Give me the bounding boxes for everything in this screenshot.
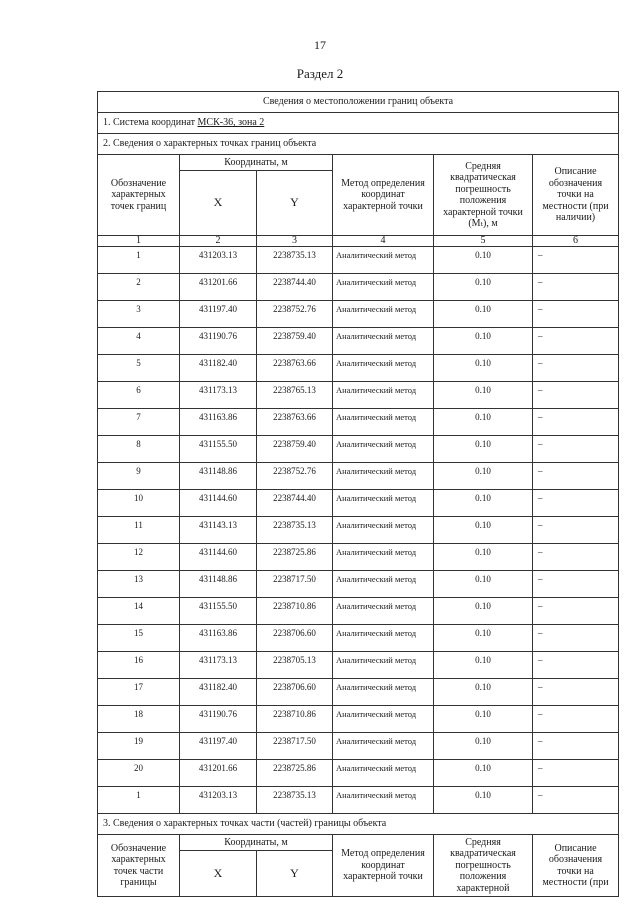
cell-accuracy: 0.10 [434,625,533,652]
cell-description: – [533,544,619,571]
column-number: 4 [333,236,434,247]
cell-x: 431148.86 [180,463,257,490]
table-row [98,787,619,814]
cell-point-number: 14 [98,598,180,625]
header-coords: Координаты, м [180,155,333,171]
cell-description: – [533,409,619,436]
header-description: Описание обозначения точки на местности (при наличии) [533,155,619,236]
cell-description: – [533,625,619,652]
cell-description: – [533,652,619,679]
coord-system-value: МСК-36, зона 2 [197,117,265,129]
cell-y: 2238752.76 [257,301,333,328]
cell-x: 431155.50 [180,436,257,463]
cell-point-number: 16 [98,652,180,679]
cell-accuracy: 0.10 [434,733,533,760]
cell-description: – [533,463,619,490]
cell-point-number: 5 [98,355,180,382]
cell-accuracy: 0.10 [434,463,533,490]
cell-description: – [533,328,619,355]
cell-point-number: 13 [98,571,180,598]
cell-accuracy: 0.10 [434,328,533,355]
cell-x: 431190.76 [180,706,257,733]
cell-description: – [533,436,619,463]
cell-y: 2238763.66 [257,409,333,436]
cell-point-number: 2 [98,274,180,301]
cell-x: 431148.86 [180,571,257,598]
table-row [98,355,619,382]
section-title: Раздел 2 [296,66,344,81]
header3-y: Y [257,851,333,897]
cell-description: – [533,274,619,301]
header3-method: Метод определения координат характерной точки [333,835,434,897]
cell-point-number: 3 [98,301,180,328]
cell-method: Аналитический метод [333,598,434,625]
header-accuracy: Средняя квадратическая погрешность положения характерной точки (Mₜ), м [434,155,533,236]
cell-method: Аналитический метод [333,652,434,679]
table-row [98,301,619,328]
cell-y: 2238752.76 [257,463,333,490]
cell-method: Аналитический метод [333,733,434,760]
column-numbers-row [98,236,619,247]
cell-point-number: 12 [98,544,180,571]
table-row [98,706,619,733]
cell-x: 431182.40 [180,679,257,706]
cell-y: 2238725.86 [257,544,333,571]
cell-point-number: 4 [98,328,180,355]
header3-x: X [180,851,257,897]
table-row [98,490,619,517]
header3-description: Описание обозначения точки на местности (при [533,835,619,897]
cell-y: 2238759.40 [257,436,333,463]
cell-method: Аналитический метод [333,463,434,490]
cell-x: 431144.60 [180,490,257,517]
cell-point-number: 19 [98,733,180,760]
cell-method: Аналитический метод [333,409,434,436]
column-number: 1 [98,236,180,247]
cell-x: 431182.40 [180,355,257,382]
cell-accuracy: 0.10 [434,301,533,328]
boundary-table [97,91,619,897]
cell-method: Аналитический метод [333,571,434,598]
cell-accuracy: 0.10 [434,517,533,544]
page-number: 17 [314,38,326,52]
cell-y: 2238706.60 [257,679,333,706]
cell-description: – [533,382,619,409]
cell-method: Аналитический метод [333,328,434,355]
cell-point-number: 18 [98,706,180,733]
cell-x: 431155.50 [180,598,257,625]
cell-description: – [533,679,619,706]
cell-point-number: 6 [98,382,180,409]
cell-x: 431203.13 [180,787,257,814]
cell-method: Аналитический метод [333,625,434,652]
cell-y: 2238705.13 [257,652,333,679]
cell-method: Аналитический метод [333,490,434,517]
cell-x: 431201.66 [180,760,257,787]
table-row [98,247,619,274]
table-row [98,571,619,598]
coord-system-prefix: 1. Система координат [103,117,198,129]
subsection-2-title: 2. Сведения о характерных точках границ объекта [98,134,619,155]
cell-description: – [533,733,619,760]
cell-x: 431163.86 [180,409,257,436]
table-row [98,274,619,301]
cell-y: 2238744.40 [257,274,333,301]
cell-accuracy: 0.10 [434,598,533,625]
cell-method: Аналитический метод [333,382,434,409]
cell-accuracy: 0.10 [434,787,533,814]
cell-y: 2238759.40 [257,328,333,355]
subsection-3-title: 3. Сведения о характерных точках части (частей) границы объекта [98,814,619,835]
cell-method: Аналитический метод [333,247,434,274]
cell-accuracy: 0.10 [434,490,533,517]
table-title: Сведения о местоположении границ объекта [98,92,619,113]
cell-accuracy: 0.10 [434,355,533,382]
cell-x: 431190.76 [180,328,257,355]
cell-accuracy: 0.10 [434,382,533,409]
cell-point-number: 17 [98,679,180,706]
cell-point-number: 15 [98,625,180,652]
cell-x: 431173.13 [180,652,257,679]
cell-x: 431173.13 [180,382,257,409]
header3-coords: Координаты, м [180,835,333,851]
cell-method: Аналитический метод [333,787,434,814]
cell-point-number: 9 [98,463,180,490]
cell-y: 2238763.66 [257,355,333,382]
table-row [98,328,619,355]
cell-point-number: 7 [98,409,180,436]
cell-x: 431144.60 [180,544,257,571]
cell-point-number: 1 [98,787,180,814]
column-number: 6 [533,236,619,247]
cell-method: Аналитический метод [333,706,434,733]
cell-x: 431143.13 [180,517,257,544]
cell-method: Аналитический метод [333,517,434,544]
column-number: 5 [434,236,533,247]
cell-accuracy: 0.10 [434,571,533,598]
table-row [98,760,619,787]
table-row [98,679,619,706]
header3-accuracy: Средняя квадратическая погрешность положения характерной [434,835,533,897]
cell-point-number: 11 [98,517,180,544]
cell-y: 2238735.13 [257,787,333,814]
cell-accuracy: 0.10 [434,544,533,571]
cell-description: – [533,517,619,544]
header-x: X [180,171,257,236]
coord-system-row [98,113,619,134]
cell-point-number: 8 [98,436,180,463]
cell-description: – [533,787,619,814]
table-row [98,733,619,760]
cell-y: 2238725.86 [257,760,333,787]
cell-description: – [533,301,619,328]
cell-x: 431197.40 [180,301,257,328]
cell-accuracy: 0.10 [434,760,533,787]
table-row [98,463,619,490]
table-row [98,382,619,409]
cell-y: 2238765.13 [257,382,333,409]
cell-y: 2238710.86 [257,598,333,625]
cell-description: – [533,490,619,517]
header3-point-name: Обозначение характерных точек части границы [98,835,180,897]
column-number: 2 [180,236,257,247]
cell-accuracy: 0.10 [434,436,533,463]
cell-y: 2238735.13 [257,517,333,544]
cell-method: Аналитический метод [333,355,434,382]
cell-description: – [533,706,619,733]
header-method: Метод определения координат характерной точки [333,155,434,236]
cell-point-number: 20 [98,760,180,787]
cell-accuracy: 0.10 [434,247,533,274]
boundary-table-container [97,91,618,897]
table-row [98,598,619,625]
cell-x: 431163.86 [180,625,257,652]
cell-description: – [533,355,619,382]
cell-description: – [533,247,619,274]
table-row [98,625,619,652]
cell-description: – [533,571,619,598]
cell-method: Аналитический метод [333,760,434,787]
table-row [98,544,619,571]
cell-description: – [533,760,619,787]
cell-accuracy: 0.10 [434,679,533,706]
cell-method: Аналитический метод [333,274,434,301]
cell-method: Аналитический метод [333,436,434,463]
cell-y: 2238735.13 [257,247,333,274]
cell-y: 2238744.40 [257,490,333,517]
cell-accuracy: 0.10 [434,409,533,436]
cell-y: 2238717.50 [257,733,333,760]
table-row [98,517,619,544]
cell-point-number: 1 [98,247,180,274]
cell-method: Аналитический метод [333,679,434,706]
header-point-name: Обозначение характерных точек границ [98,155,180,236]
cell-x: 431197.40 [180,733,257,760]
cell-x: 431201.66 [180,274,257,301]
table-row [98,409,619,436]
cell-x: 431203.13 [180,247,257,274]
cell-accuracy: 0.10 [434,706,533,733]
column-number: 3 [257,236,333,247]
cell-method: Аналитический метод [333,544,434,571]
cell-point-number: 10 [98,490,180,517]
cell-accuracy: 0.10 [434,274,533,301]
cell-accuracy: 0.10 [434,652,533,679]
cell-method: Аналитический метод [333,301,434,328]
header-y: Y [257,171,333,236]
cell-y: 2238710.86 [257,706,333,733]
table-row [98,436,619,463]
cell-y: 2238717.50 [257,571,333,598]
table-row [98,652,619,679]
cell-y: 2238706.60 [257,625,333,652]
cell-description: – [533,598,619,625]
